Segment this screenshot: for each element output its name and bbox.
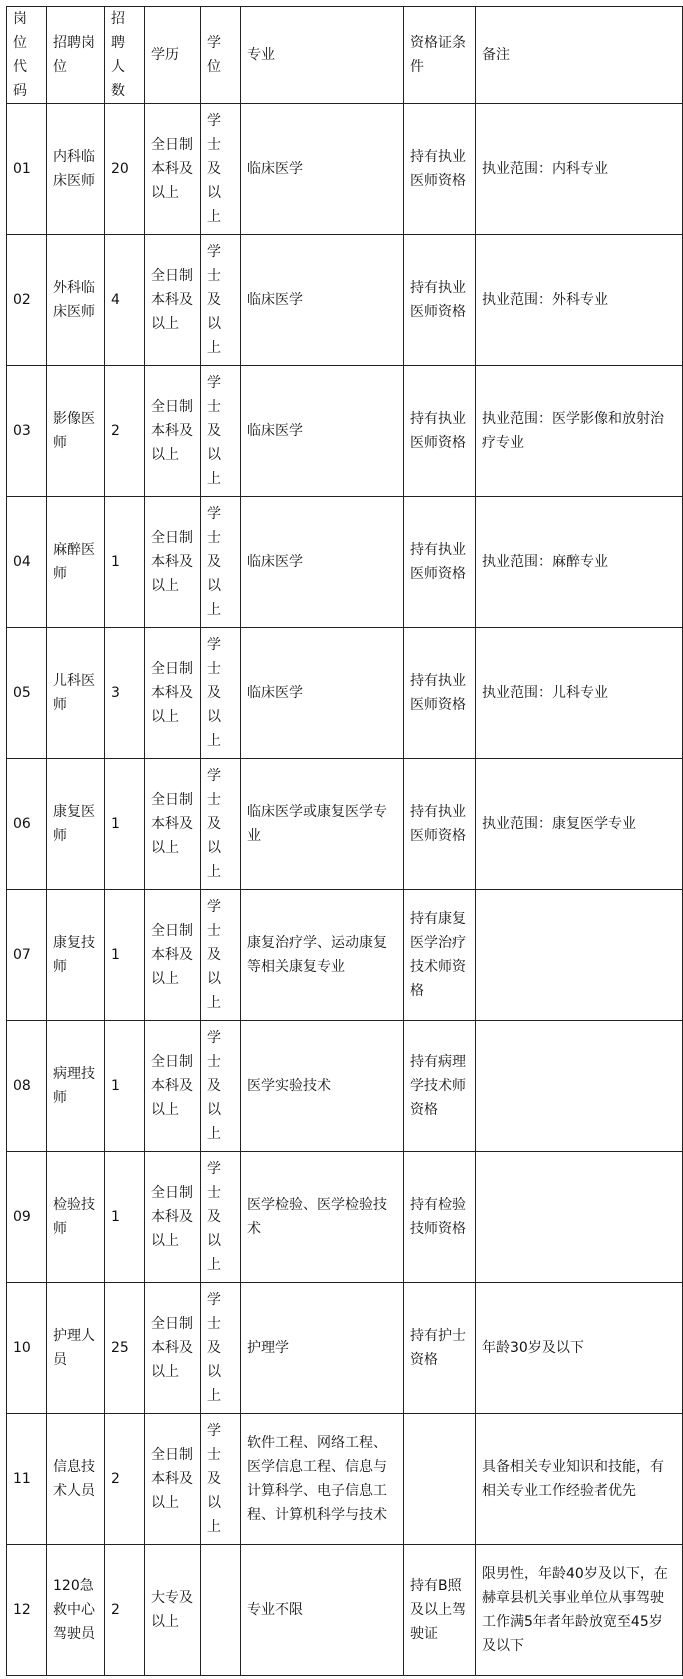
cell-count: 3 <box>105 628 145 759</box>
cell-degree: 学士及以上 <box>201 1414 241 1545</box>
cell-qualification: 持有检验技师资格 <box>404 1152 476 1283</box>
cell-education: 大专及以上 <box>145 1545 201 1676</box>
table-row <box>7 1545 683 1676</box>
cell-education: 全日制本科及以上 <box>145 497 201 628</box>
cell-qualification: 持有B照及以上驾驶证 <box>404 1545 476 1676</box>
cell-education: 全日制本科及以上 <box>145 628 201 759</box>
table-row <box>7 235 683 366</box>
cell-code: 01 <box>7 104 47 235</box>
cell-degree: 学士及以上 <box>201 890 241 1021</box>
table-row <box>7 628 683 759</box>
header-remark: 备注 <box>476 7 683 104</box>
cell-degree: 学士及以上 <box>201 759 241 890</box>
cell-code: 11 <box>7 1414 47 1545</box>
table-row <box>7 1414 683 1545</box>
cell-education: 全日制本科及以上 <box>145 1283 201 1414</box>
cell-degree: 学士及以上 <box>201 104 241 235</box>
cell-code: 03 <box>7 366 47 497</box>
cell-qualification: 持有执业医师资格 <box>404 759 476 890</box>
cell-major: 临床医学 <box>241 628 404 759</box>
cell-remark: 限男性，年龄40岁及以下，在赫章县机关事业单位从事驾驶工作满5年者年龄放宽至45岁及以下 <box>476 1545 683 1676</box>
cell-remark: 执业范围：医学影像和放射治疗专业 <box>476 366 683 497</box>
cell-count: 2 <box>105 1545 145 1676</box>
cell-remark <box>476 1021 683 1152</box>
cell-qualification: 持有执业医师资格 <box>404 497 476 628</box>
cell-count: 20 <box>105 104 145 235</box>
cell-education: 全日制本科及以上 <box>145 1152 201 1283</box>
header-row <box>7 7 683 104</box>
cell-code: 02 <box>7 235 47 366</box>
cell-post: 病理技师 <box>47 1021 105 1152</box>
cell-qualification: 持有执业医师资格 <box>404 104 476 235</box>
table-row <box>7 890 683 1021</box>
header-count: 招聘人数 <box>105 7 145 104</box>
cell-major: 临床医学或康复医学专业 <box>241 759 404 890</box>
cell-remark: 具备相关专业知识和技能，有相关专业工作经验者优先 <box>476 1414 683 1545</box>
cell-count: 2 <box>105 1414 145 1545</box>
header-qualification: 资格证条件 <box>404 7 476 104</box>
cell-major: 医学检验、医学检验技术 <box>241 1152 404 1283</box>
header-post: 招聘岗位 <box>47 7 105 104</box>
cell-education: 全日制本科及以上 <box>145 759 201 890</box>
table-row <box>7 1021 683 1152</box>
cell-major: 临床医学 <box>241 104 404 235</box>
cell-count: 1 <box>105 497 145 628</box>
cell-degree: 学士及以上 <box>201 1283 241 1414</box>
cell-degree: 学士及以上 <box>201 235 241 366</box>
cell-code: 07 <box>7 890 47 1021</box>
cell-count: 4 <box>105 235 145 366</box>
cell-education: 全日制本科及以上 <box>145 890 201 1021</box>
cell-count: 2 <box>105 366 145 497</box>
cell-post: 康复医师 <box>47 759 105 890</box>
cell-code: 04 <box>7 497 47 628</box>
cell-post: 内科临床医师 <box>47 104 105 235</box>
cell-qualification: 持有病理学技术师资格 <box>404 1021 476 1152</box>
cell-post: 影像医师 <box>47 366 105 497</box>
cell-code: 09 <box>7 1152 47 1283</box>
cell-remark: 执业范围：内科专业 <box>476 104 683 235</box>
cell-post: 外科临床医师 <box>47 235 105 366</box>
cell-degree: 学士及以上 <box>201 628 241 759</box>
cell-qualification: 持有执业医师资格 <box>404 235 476 366</box>
cell-remark <box>476 1152 683 1283</box>
cell-code: 06 <box>7 759 47 890</box>
header-major: 专业 <box>241 7 404 104</box>
cell-post: 信息技术人员 <box>47 1414 105 1545</box>
cell-count: 1 <box>105 1021 145 1152</box>
cell-post: 麻醉医师 <box>47 497 105 628</box>
cell-code: 12 <box>7 1545 47 1676</box>
cell-major: 临床医学 <box>241 497 404 628</box>
cell-major: 专业不限 <box>241 1545 404 1676</box>
table-row <box>7 1152 683 1283</box>
cell-education: 全日制本科及以上 <box>145 366 201 497</box>
cell-qualification: 持有康复医学治疗技术师资格 <box>404 890 476 1021</box>
cell-major: 医学实验技术 <box>241 1021 404 1152</box>
table-row <box>7 366 683 497</box>
cell-remark: 执业范围：康复医学专业 <box>476 759 683 890</box>
cell-degree <box>201 1545 241 1676</box>
cell-remark: 执业范围：外科专业 <box>476 235 683 366</box>
cell-major: 护理学 <box>241 1283 404 1414</box>
header-degree: 学位 <box>201 7 241 104</box>
cell-education: 全日制本科及以上 <box>145 104 201 235</box>
table-row <box>7 497 683 628</box>
table-row <box>7 759 683 890</box>
recruitment-table <box>6 6 683 1676</box>
cell-qualification: 持有护士资格 <box>404 1283 476 1414</box>
cell-degree: 学士及以上 <box>201 1152 241 1283</box>
cell-count: 1 <box>105 1152 145 1283</box>
cell-major: 临床医学 <box>241 235 404 366</box>
cell-remark: 执业范围：麻醉专业 <box>476 497 683 628</box>
cell-remark <box>476 890 683 1021</box>
cell-post: 康复技师 <box>47 890 105 1021</box>
cell-education: 全日制本科及以上 <box>145 1414 201 1545</box>
table-row <box>7 1283 683 1414</box>
cell-count: 1 <box>105 759 145 890</box>
cell-post: 护理人员 <box>47 1283 105 1414</box>
cell-qualification: 持有执业医师资格 <box>404 366 476 497</box>
cell-code: 05 <box>7 628 47 759</box>
cell-remark: 年龄30岁及以下 <box>476 1283 683 1414</box>
cell-code: 10 <box>7 1283 47 1414</box>
cell-post: 检验技师 <box>47 1152 105 1283</box>
cell-count: 25 <box>105 1283 145 1414</box>
cell-post: 120急救中心驾驶员 <box>47 1545 105 1676</box>
cell-degree: 学士及以上 <box>201 366 241 497</box>
cell-qualification: 持有执业医师资格 <box>404 628 476 759</box>
cell-count: 1 <box>105 890 145 1021</box>
cell-degree: 学士及以上 <box>201 497 241 628</box>
header-education: 学历 <box>145 7 201 104</box>
cell-education: 全日制本科及以上 <box>145 235 201 366</box>
cell-code: 08 <box>7 1021 47 1152</box>
cell-major: 软件工程、网络工程、医学信息工程、信息与计算科学、电子信息工程、计算机科学与技术 <box>241 1414 404 1545</box>
cell-degree: 学士及以上 <box>201 1021 241 1152</box>
cell-major: 康复治疗学、运动康复等相关康复专业 <box>241 890 404 1021</box>
table-row <box>7 104 683 235</box>
cell-remark: 执业范围：儿科专业 <box>476 628 683 759</box>
cell-post: 儿科医师 <box>47 628 105 759</box>
header-code: 岗位代码 <box>7 7 47 104</box>
cell-qualification <box>404 1414 476 1545</box>
cell-education: 全日制本科及以上 <box>145 1021 201 1152</box>
cell-major: 临床医学 <box>241 366 404 497</box>
